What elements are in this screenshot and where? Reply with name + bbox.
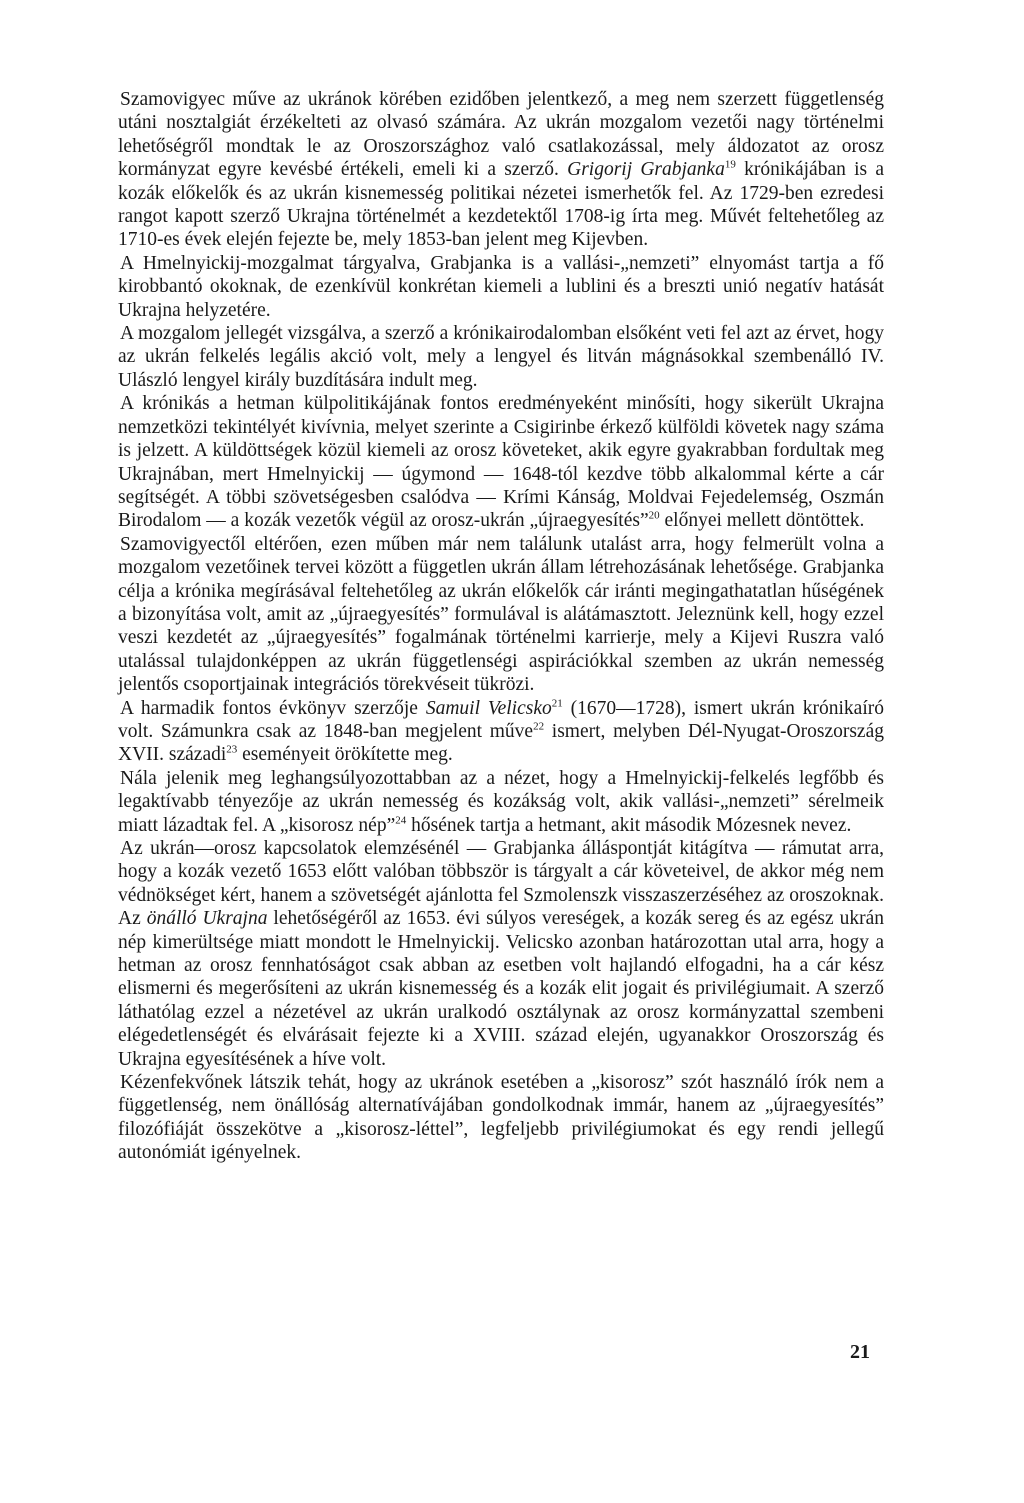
paragraph-text: ismert, melyben Dél-Nyugat-Oroszország XVII. századi — [118, 720, 884, 766]
paragraph-text: Szamovigyectől eltérően, ezen műben már nem találunk utalást arra, hogy felmerült volna a mozgalom vezetőinek tervei között a független ukrán állam létrehozásának lehetősége. Grabjanka célja a krónika megírásával feltehetőleg az ukrán előkelők cár iránti megingathatatlan hűségének a bizonyítása volt, amit az „újraegyesítés” formulával is alátámasztott. Jeleznünk kell, hogy ezzel veszi kezdetét az „újraegyesítés” fogalmának történelmi karrierje, mely a Kijevi Ruszra való utalással tulajdonképpen az ukrán függetlenségi aspirációkkal szemben az ukrán nemesség jelentős csoportjainak integrációs törekvéseit tükrözi. — [118, 533, 884, 696]
page-number: 21 — [850, 1341, 870, 1363]
italic-text: Samuil Velicsko — [425, 697, 552, 719]
paragraph-text: eseményeit örökítette meg. — [237, 744, 453, 766]
footnote-marker: 19 — [724, 158, 736, 171]
footnote-marker: 22 — [533, 720, 545, 733]
paragraph-text: hősének tartja a hetmant, akit második Mózesnek nevez. — [406, 814, 852, 836]
paragraph-list — [118, 88, 884, 1165]
italic-text: önálló Ukrajna — [146, 908, 268, 930]
page-body — [118, 88, 884, 1165]
paragraph-text: A Hmelnyickij-mozgalmat tárgyalva, Grabjanka is a vallási-„nemzeti” elnyomást tartja a fő kirobbantó okoknak, de ezenkívül konkrétan kiemeli a lublini és a breszti unió negatív hatását Ukrajna helyzetére. — [118, 252, 884, 321]
paragraph-text: krónikájában is a kozák előkelők és az ukrán kisnemesség politikai nézetei ismerhetők fel. Az 1729-ben ezredesi rangot kapott szerző Ukrajna történelmét a kezdetektől 1708-ig írta meg. Művét feltehetőleg az 1710-es évek elején fejezte be, mely 1853-ban jelent meg Kijevben. — [118, 159, 884, 251]
paragraph — [118, 322, 884, 392]
paragraph — [118, 1071, 884, 1165]
italic-text: Grigorij Grabjanka — [567, 159, 725, 181]
footnote-marker: 20 — [648, 509, 660, 522]
paragraph-text: A mozgalom jellegét vizsgálva, a szerző a krónikairodalomban elsőként veti fel azt az érvet, hogy az ukrán felkelés legális akció volt, mely a lengyel és litván mágnásokkal szembenálló IV. Ulászló lengyel király buzdítására indult meg. — [118, 323, 884, 391]
paragraph — [118, 88, 884, 252]
paragraph — [118, 252, 884, 322]
paragraph-text: Nála jelenik meg leghangsúlyozottabban az a nézet, hogy a Hmelnyickij-felkelés legfőbb és legaktívabb tényezője az ukrán nemesség és kozákság volt, akik vallási-„nemzeti” sérelmeik miatt lázadtak fel. A „kisorosz nép” — [118, 767, 884, 836]
paragraph — [118, 767, 884, 837]
footnote-marker: 23 — [226, 743, 238, 756]
paragraph — [118, 392, 884, 532]
paragraph-text: Kézenfekvőnek látszik tehát, hogy az ukránok esetében a „kisorosz” szót használó írók nem a függetlenség, nem önállóság alternatívájában gondolkodnak immár, hanem az „újraegyesítés” filozófiáját összekötve a „kisorosz-léttel”, legfeljebb privilégiumokat és egy rendi jellegű autonómiát igényelnek. — [118, 1072, 884, 1164]
paragraph-text: A harmadik fontos évkönyv szerzője — [120, 697, 426, 719]
paragraph — [118, 837, 884, 1071]
paragraph-text: Az ukrán—orosz kapcsolatok elemzésénél — Grabjanka álláspontját kitágítva — rámutat arra, hogy a kozák vezető 1653 előtt valóban többször is tárgyalt a cár követeivel, de akkor még nem védnökséget kért, hanem a szövetségét ajánlotta fel Szmolenszk visszaszerzéséhez az oroszoknak. Az — [118, 838, 884, 930]
paragraph-text: Szamovigyec műve az ukránok körében ezidőben jelentkező, a meg nem szerzett függetlenség utáni nosztalgiát érzékelteti az olvasó számára. Az ukrán mozgalom vezetői nagy történelmi lehetőségről mondtak le az Oroszországhoz való csatlakozással, mely áldozatot az orosz kormányzat egyre kevésbé értékeli, emeli ki a szerző. — [118, 89, 884, 181]
footnote-marker: 24 — [395, 814, 407, 827]
paragraph-text: előnyei mellett döntöttek. — [659, 510, 865, 532]
paragraph — [118, 533, 884, 697]
paragraph-text: lehetőségéről az 1653. évi súlyos vereségek, a kozák sereg és az egész ukrán nép kimerültsége miatt mondott le Hmelnyickij. Velicsko azonban határozottan utal arra, hogy a hetman az orosz fennhatóságot csak abban az esetben volt hajlandó elfogadni, ha a cár kész elismerni és megerősíteni az ukrán kisnemesség és a kozák elit jogait és privilégiumait. A szerző láthatólag ezzel a nézetével az ukrán uralkodó osztálynak az orosz kormányzattal szembeni elégedetlenségét és elvárásait fejezte ki a XVIII. század elején, ugyanakkor Oroszország és Ukrajna egyesítésének a híve volt. — [118, 908, 884, 1070]
paragraph-text: A krónikás a hetman külpolitikájának fontos eredményeként minősíti, hogy sikerült Ukrajna nemzetközi tekintélyét kivívnia, melyet szerinte a Csigirinbe érkező külföldi követek nagy száma is jelzett. A küldöttségek közül kiemeli az orosz követeket, akik egyre gyakrabban fordultak meg Ukrajnában, mert Hmelnyickij — úgymond — 1648-tól kezdve több alkalommal kérte a cár segítségét. A többi szövetségesben csalódva — Krími Kánság, Moldvai Fejedelemség, Oszmán Birodalom — a kozák vezetők végül az orosz-ukrán „újraegyesítés” — [118, 393, 884, 532]
paragraph-text: (1670—1728), ismert ukrán krónikaíró volt. Számunkra csak az 1848-ban megjelent műve — [118, 697, 884, 742]
footnote-marker: 21 — [551, 697, 563, 710]
paragraph — [118, 697, 884, 767]
